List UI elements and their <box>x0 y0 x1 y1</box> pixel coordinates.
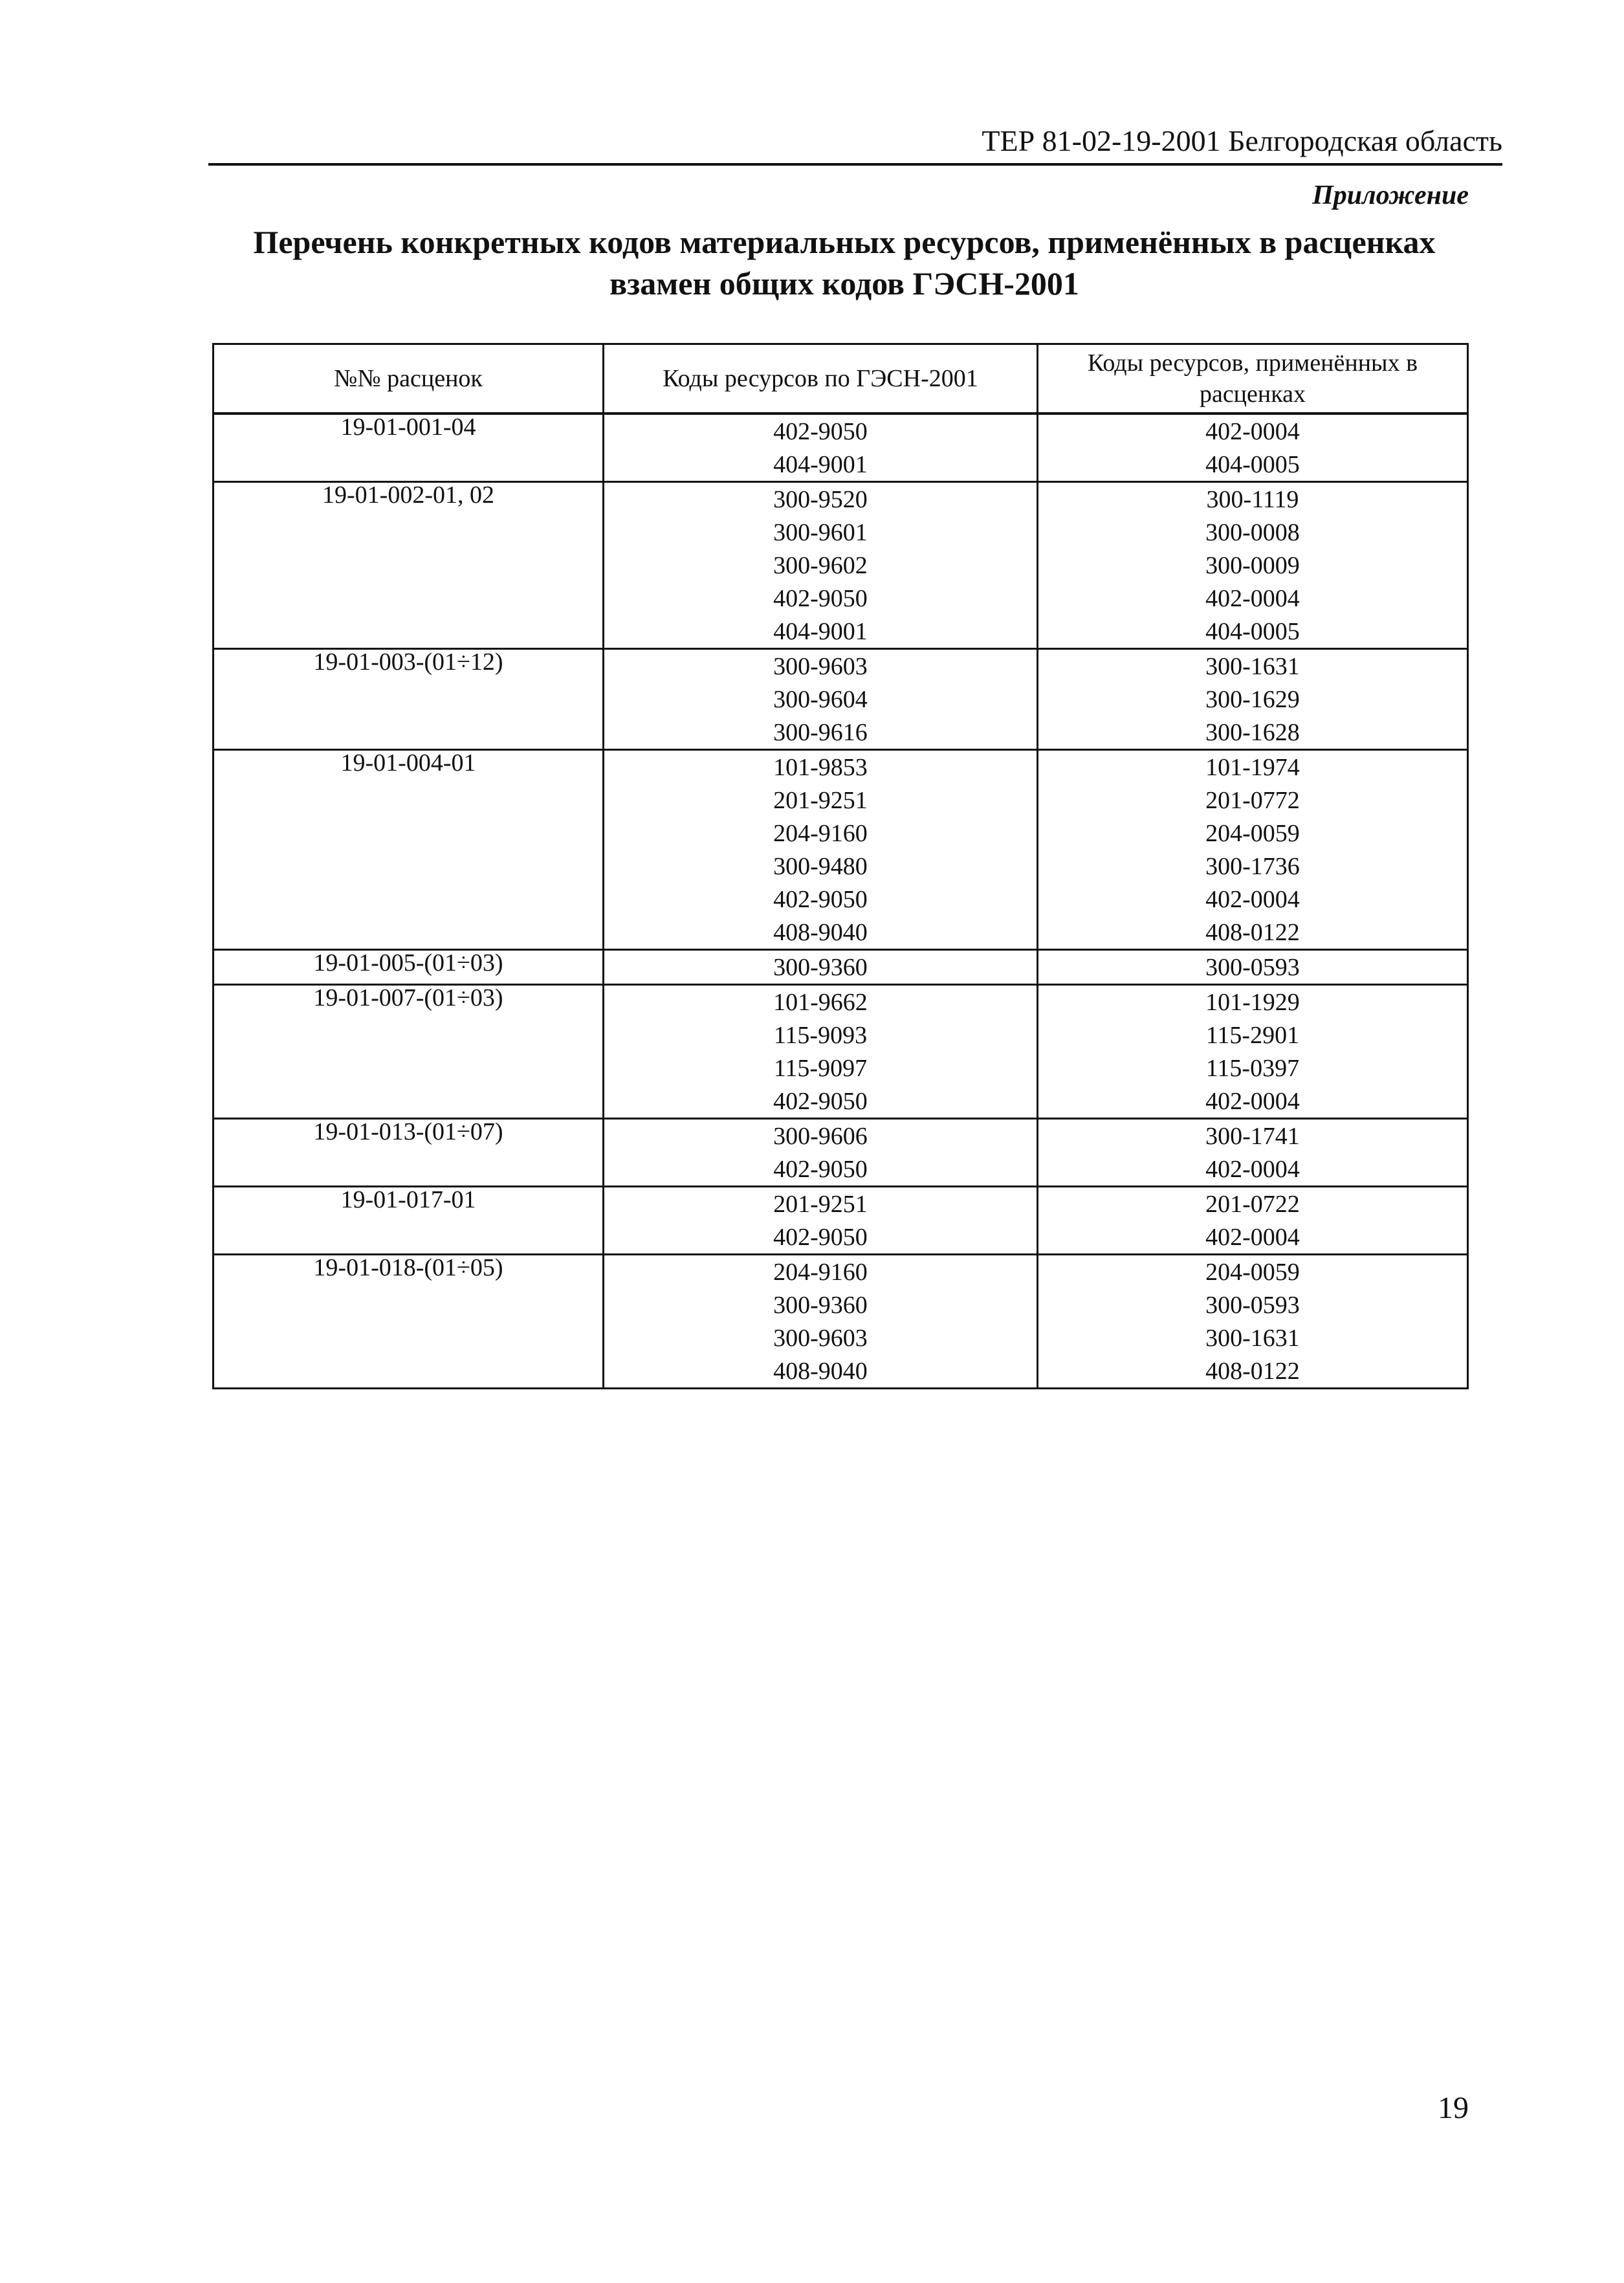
applied-code-cell: 300-0009 <box>1037 549 1467 582</box>
rate-number-cell: 19-01-001-04 <box>214 414 604 482</box>
gesn-code-cell: 404-9001 <box>604 448 1038 482</box>
applied-code-cell: 101-1974 <box>1037 750 1467 784</box>
rate-number-cell: 19-01-003-(01÷12) <box>214 649 604 750</box>
applied-code-cell: 115-0397 <box>1037 1052 1467 1085</box>
title-line-1: Перечень конкретных кодов материальных ресурсов, применённых в расценках <box>253 224 1436 260</box>
table-row <box>214 950 1468 985</box>
table-row <box>214 1119 1468 1153</box>
gesn-code-cell: 204-9160 <box>604 817 1038 850</box>
table-row <box>214 1187 1468 1221</box>
applied-code-cell: 402-0004 <box>1037 883 1467 916</box>
applied-code-cell: 404-0005 <box>1037 615 1467 649</box>
gesn-code-cell: 300-9603 <box>604 1321 1038 1354</box>
rate-number-cell: 19-01-005-(01÷03) <box>214 950 604 985</box>
appendix-label: Приложение <box>1312 181 1469 210</box>
gesn-code-cell: 300-9602 <box>604 549 1038 582</box>
rate-number-cell: 19-01-013-(01÷07) <box>214 1119 604 1187</box>
column-header-applied-codes: Коды ресурсов, применённых в расценках <box>1037 344 1467 414</box>
applied-code-cell: 300-1629 <box>1037 683 1467 716</box>
page-title <box>194 221 1495 304</box>
applied-code-cell: 300-1631 <box>1037 1321 1467 1354</box>
gesn-code-cell: 300-9360 <box>604 950 1038 985</box>
gesn-code-cell: 402-9050 <box>604 1153 1038 1187</box>
page-number: 19 <box>1438 2091 1469 2125</box>
applied-code-cell: 408-0122 <box>1037 1354 1467 1389</box>
document-header: ТЕР 81-02-19-2001 Белгородская область <box>982 124 1502 157</box>
gesn-code-cell: 204-9160 <box>604 1255 1038 1289</box>
applied-code-cell: 115-2901 <box>1037 1019 1467 1052</box>
applied-code-cell: 201-0772 <box>1037 784 1467 817</box>
rate-number-cell: 19-01-017-01 <box>214 1187 604 1255</box>
table-row <box>214 482 1468 516</box>
applied-code-cell: 300-0008 <box>1037 516 1467 549</box>
applied-code-cell: 300-1628 <box>1037 716 1467 750</box>
table-row <box>214 985 1468 1019</box>
gesn-code-cell: 300-9606 <box>604 1119 1038 1153</box>
gesn-code-cell: 300-9616 <box>604 716 1038 750</box>
applied-code-cell: 404-0005 <box>1037 448 1467 482</box>
rate-number-cell: 19-01-007-(01÷03) <box>214 985 604 1119</box>
table-row <box>214 750 1468 784</box>
rate-number-cell: 19-01-002-01, 02 <box>214 482 604 649</box>
gesn-code-cell: 101-9853 <box>604 750 1038 784</box>
applied-code-cell: 300-0593 <box>1037 950 1467 985</box>
gesn-code-cell: 115-9093 <box>604 1019 1038 1052</box>
applied-code-cell: 201-0722 <box>1037 1187 1467 1221</box>
gesn-code-cell: 300-9480 <box>604 850 1038 883</box>
applied-code-cell: 300-1119 <box>1037 482 1467 516</box>
gesn-code-cell: 300-9520 <box>604 482 1038 516</box>
column-header-gesn-codes: Коды ресурсов по ГЭСН-2001 <box>604 344 1038 414</box>
gesn-code-cell: 404-9001 <box>604 615 1038 649</box>
title-line-2: взамен общих кодов ГЭСН-2001 <box>609 265 1079 302</box>
applied-code-cell: 408-0122 <box>1037 916 1467 950</box>
rate-number-cell: 19-01-004-01 <box>214 750 604 950</box>
gesn-code-cell: 402-9050 <box>604 582 1038 615</box>
applied-code-cell: 402-0004 <box>1037 1153 1467 1187</box>
gesn-code-cell: 300-9604 <box>604 683 1038 716</box>
column-header-rate: №№ расценок <box>214 344 604 414</box>
gesn-code-cell: 201-9251 <box>604 1187 1038 1221</box>
applied-code-cell: 204-0059 <box>1037 817 1467 850</box>
applied-code-cell: 204-0059 <box>1037 1255 1467 1289</box>
applied-code-cell: 300-1631 <box>1037 649 1467 683</box>
applied-code-cell: 402-0004 <box>1037 582 1467 615</box>
gesn-code-cell: 115-9097 <box>604 1052 1038 1085</box>
codes-table <box>212 343 1469 1389</box>
gesn-code-cell: 408-9040 <box>604 916 1038 950</box>
table-body <box>214 414 1468 1389</box>
rate-number-cell: 19-01-018-(01÷05) <box>214 1255 604 1389</box>
gesn-code-cell: 402-9050 <box>604 883 1038 916</box>
table-row <box>214 1255 1468 1289</box>
applied-code-cell: 402-0004 <box>1037 414 1467 448</box>
gesn-code-cell: 408-9040 <box>604 1354 1038 1389</box>
table-row <box>214 414 1468 448</box>
gesn-code-cell: 300-9603 <box>604 649 1038 683</box>
table-header-row <box>214 344 1468 414</box>
gesn-code-cell: 101-9662 <box>604 985 1038 1019</box>
gesn-code-cell: 300-9601 <box>604 516 1038 549</box>
applied-code-cell: 402-0004 <box>1037 1085 1467 1119</box>
gesn-code-cell: 201-9251 <box>604 784 1038 817</box>
applied-code-cell: 300-1741 <box>1037 1119 1467 1153</box>
applied-code-cell: 402-0004 <box>1037 1220 1467 1255</box>
applied-code-cell: 300-1736 <box>1037 850 1467 883</box>
gesn-code-cell: 300-9360 <box>604 1288 1038 1321</box>
gesn-code-cell: 402-9050 <box>604 414 1038 448</box>
gesn-code-cell: 402-9050 <box>604 1220 1038 1255</box>
applied-code-cell: 300-0593 <box>1037 1288 1467 1321</box>
applied-code-cell: 101-1929 <box>1037 985 1467 1019</box>
header-rule <box>208 163 1502 166</box>
table-row <box>214 649 1468 683</box>
gesn-code-cell: 402-9050 <box>604 1085 1038 1119</box>
